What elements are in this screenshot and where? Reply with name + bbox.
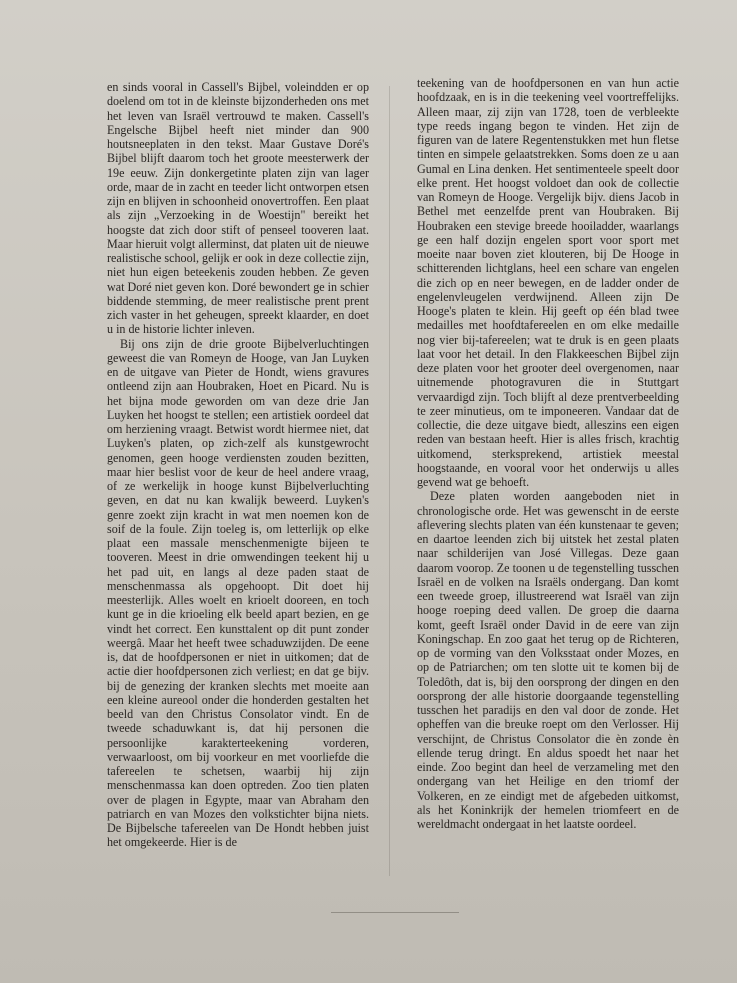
right-text-column bbox=[417, 76, 679, 831]
left-text-column bbox=[107, 80, 369, 850]
paragraph: Bij ons zijn de drie groote Bijbelverluchtingen geweest die van Romeyn de Hooge, van Jan Luyken en de uitgave van Pieter de Hondt, wiens gravures ontleend zijn aan Houbraken, Hoet en Picard. Nu is het bijna mode geworden om van deze drie Jan Luyken het hoogst te stellen; een artistiek oordeel dat om herziening vraagt. Betwist wordt hiermee niet, dat Luyken's platen, op zich-zelf als kunstgewrocht genomen, geen hooge verdiensten zouden bezitten, maar hier beslist voor de keur de heel andere vraag, of ze werkelijk in hooge kunst Bijbelverluchting geven, en dat nu kan kwalijk beweerd. Luyken's genre zoekt zijn kracht in wat men noemen kon de soif de la foule. Zijn toeleg is, om letterlijk op elke plaat een massale menschenmenigte bijeen te tooveren. Meest in drie omwendingen teekent hij u het pad uit, en langs al deze paden staat de menschenmassa als opgehoopt. Dit doet hij meesterlijk. Alles woelt en krioelt dooreen, en toch kunt ge in die krioeling elk beeld apart bezien, en ge vindt het correct. Een kunsttalent op dit punt zonder weergâ. Maar het heeft twee schaduwzijden. De eene is, dat de hoofdpersonen er niet in uitkomen; dat de actie dier hoofdpersonen zich verliest; en dat ge bijv. bij de genezing der kranken slechts met moeite aan een kleine aureool onder die honderden gestalten het beeld van den Christus Consolator vindt. En de tweede schaduwkant is, dat hij personen die persoonlijke karakterteekening vorderen, verwaarloost, om bij voorkeur en met voorliefde die tafereelen te schetsen, waarbij hij zijn menschenmassa kan doen optreden. Zoo tien platen over de plagen in Egypte, maar van Abraham den patriarch en van Mozes den volkstichter bijna niets. De Bijbelsche tafereelen van De Hondt hebben juist het omgekeerde. Hier is de bbox=[107, 336, 369, 850]
paragraph: Deze platen worden aangeboden niet in chronologische orde. Het was gewenscht in de eerste aflevering slechts platen van één kunstenaar te geven; en daartoe leenden zich bij uitstek het zestal platen naar schilderijen van José Villegas. Deze gaan daarom voorop. Ze toonen u de tegenstelling tusschen Israël en de volken na Israëls ondergang. Dan komt een tweede groep, illustreerend wat Israël van zijn hooge roeping deed vallen. De groep die daarna komt, geeft Israël onder David in de eere van zijn Koningschap. En zoo gaat het terug op de Richteren, op de vorming van den Volksstaat onder Mozes, en op de Patriarchen; om ten slotte uit te komen bij de Toledôth, dat is, bij den oorsprong der dingen en den oorsprong der alle historie doorgaande tegenstelling tusschen het paradijs en den val door de zonde. Het opheffen van die breuke roept om den Verlosser. Hij verschijnt, de Christus Consolator die èn zonde èn ellende terug dringt. En aldus spoedt het naar het einde. Zoo begint dan heel de verzameling met den ondergang van het Heilige en den triomf der Volkeren, en ze eindigt met de afgebeden uitkomst, als het Koninkrijk der hemelen triomfeert en de wereldmacht ondergaat in het laatste oordeel. bbox=[417, 489, 679, 831]
footer-rule bbox=[331, 912, 459, 913]
paragraph: en sinds vooral in Cassell's Bijbel, voleindden er op doelend om tot in de kleinste bijzonderheden ons met het leven van Israël vertrouwd te maken. Cassell's Engelsche Bijbel heeft niet minder dan 900 houtsneeplaten in den tekst. Maar Gustave Doré's Bijbel blijft daarom toch het groote meesterwerk der 19e eeuw. Zijn donkergetinte platen zijn van lager orde, maar de in zacht en teeder licht ontworpen etsen zijn en blijven in schoonheid onovertroffen. Een plaat als zijn „Verzoeking in de Woestijn" bereikt het hoogste dat zich door stift of penseel tooveren laat. Maar hieruit volgt allerminst, dat platen uit de nieuwe realistische school, gelijk er ook in deze collectie zijn, niet hun eigen beteekenis zouden hebben. Ze geven wat Doré niet geven kon. Doré bewondert ge in schier biddende stemming, de meer realistische prent prent zich vaster in het geheugen, spreekt klaarder, en doet u in de historie lichter inleven. bbox=[107, 80, 369, 337]
paragraph: teekening van de hoofdpersonen en van hun actie hoofdzaak, en is in die teekening veel voortreffelijks. Alleen maar, zij zijn van 1728, toen de verbleekte type reeds ingang begon te vinden. Het zijn de figuren van de latere Regentenstukken met hun fletse tinten en simpele gelaatstrekken. Soms doen ze u aan Gumal en Lina denken. Het sentimenteele speelt door elke prent. Het hoogst voldoet dan ook de collectie van Romeyn de Hooge. Vergelijk bijv. diens Jacob in Bethel met eenzelfde prent van Houbraken. Bij Houbraken een stevige breede hooiladder, waarlangs ge een half dozijn engelen sport voor sport met moeite naar boven ziet klouteren, bij De Hooge in schitterenden lichtglans, heel een schare van engelen die zich op en neer bewegen, en de ladder onder de engelenvleugelen verdwijnend. Alleen zijn De Hooge's platen te klein. Hij geeft op één blad twee medailles met hoofdtafereelen en om elke medaille nog vier bij-tafereelen; wat te druk is en geen plaats laat voor het detail. In den Flakkeeschen Bijbel zijn deze platen voor het grooter deel overgenomen, naar uitnemende photogravuren die in Stuttgart vervaardigd zijn. Toch blijft al deze prentverbeelding te zeer minutieus, om te imponeeren. Vandaar dat de collectie, die deze uitgave biedt, alleszins een eigen reden van bestaan heeft. Hier is alles frisch, krachtig uitkomend, sterksprekend, artistiek meestal hoogstaande, en vooral voor het onderwijs u alles gevend wat ge behoeft. bbox=[417, 76, 679, 489]
column-divider bbox=[389, 86, 390, 876]
